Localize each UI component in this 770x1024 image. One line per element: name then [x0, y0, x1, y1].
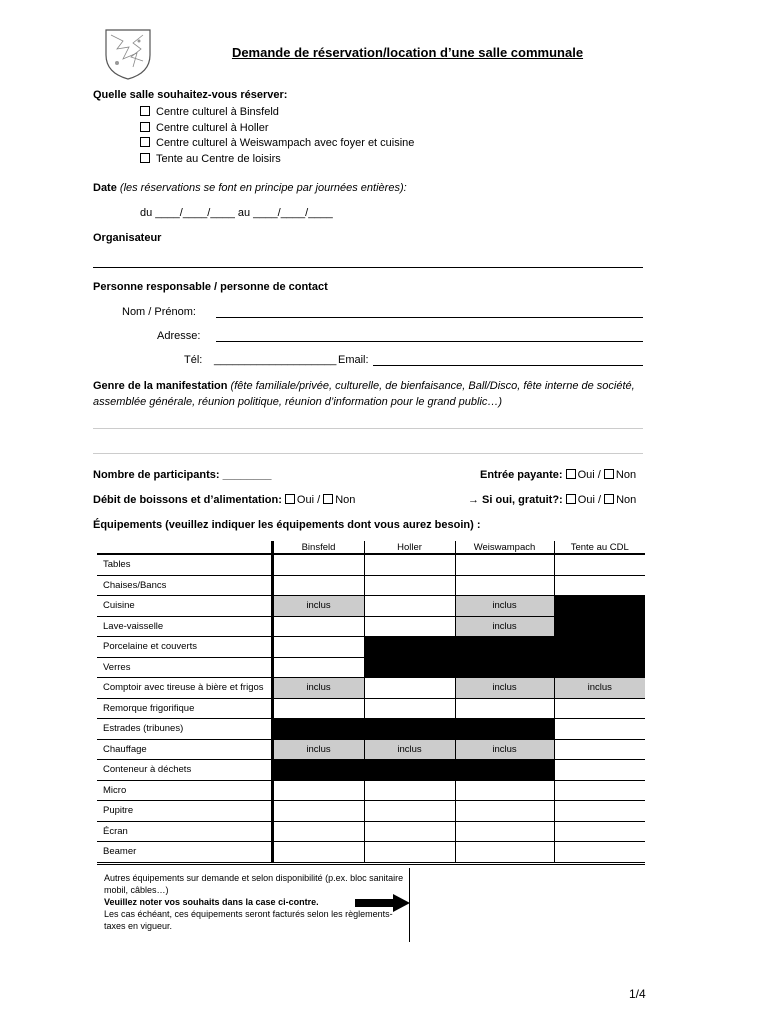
table-row [97, 575, 645, 596]
organizer-field[interactable] [93, 267, 643, 268]
table-row [97, 801, 645, 822]
checkbox-non[interactable] [604, 469, 614, 479]
selectable-cell[interactable] [455, 821, 554, 842]
column-header: Binsfeld [272, 541, 364, 554]
room-question: Quelle salle souhaitez-vous réserver: [93, 89, 288, 101]
row-label: Beamer [97, 842, 272, 864]
table-row [97, 760, 645, 781]
arrow-right-icon [355, 894, 410, 912]
checkbox-oui[interactable] [285, 494, 295, 504]
selectable-cell[interactable] [272, 554, 364, 575]
unavailable-cell [554, 637, 645, 658]
selectable-cell[interactable] [554, 760, 645, 781]
selectable-cell[interactable] [455, 575, 554, 596]
wishes-box[interactable] [410, 868, 645, 942]
selectable-cell[interactable] [364, 842, 455, 864]
table-row [97, 678, 645, 699]
checkbox-non[interactable] [604, 494, 614, 504]
included-cell: inclus [272, 678, 364, 699]
row-label: Comptoir avec tireuse à bière et frigos [97, 678, 272, 699]
included-cell: inclus [455, 616, 554, 637]
table-row [97, 637, 645, 658]
row-label: Chauffage [97, 739, 272, 760]
unavailable-cell [554, 657, 645, 678]
address-field[interactable] [216, 341, 643, 342]
column-header: Holler [364, 541, 455, 554]
event-type-field-2[interactable] [93, 453, 643, 454]
row-label: Tables [97, 554, 272, 575]
selectable-cell[interactable] [554, 842, 645, 864]
checkbox[interactable] [140, 106, 150, 116]
equipment-table [97, 541, 645, 865]
table-row [97, 739, 645, 760]
unavailable-cell [455, 637, 554, 658]
row-label: Verres [97, 657, 272, 678]
included-cell: inclus [364, 739, 455, 760]
other-equipment-note: Autres équipements sur demande et selon disponibilité (p.ex. bloc sanitaire mobil, câbles…) Veuillez noter vos souhaits dans la case ci-contre. Les cas échéant, ces équipements seront facturés selon les règlements-taxes en vigueur. [104, 873, 404, 931]
checkbox[interactable] [140, 122, 150, 132]
selectable-cell[interactable] [455, 698, 554, 719]
checkbox-non[interactable] [323, 494, 333, 504]
selectable-cell[interactable] [364, 616, 455, 637]
unavailable-cell [272, 760, 364, 781]
unavailable-cell [455, 760, 554, 781]
selectable-cell[interactable] [364, 821, 455, 842]
room-option-tente[interactable]: Tente au Centre de loisirs [140, 152, 414, 168]
row-label: Micro [97, 780, 272, 801]
row-label: Porcelaine et couverts [97, 637, 272, 658]
selectable-cell[interactable] [272, 821, 364, 842]
room-options [140, 105, 414, 167]
selectable-cell[interactable] [272, 780, 364, 801]
phone-label: Tél: [184, 354, 203, 366]
contact-label: Personne responsable / personne de contact [93, 281, 328, 293]
row-label: Pupitre [97, 801, 272, 822]
column-header: Tente au CDL [554, 541, 645, 554]
drinks-row: Débit de boissons et d’alimentation: Oui / Non [93, 494, 356, 506]
date-field[interactable]: du ____/____/____ au ____/____/____ [140, 207, 333, 219]
table-row [97, 842, 645, 864]
selectable-cell[interactable] [554, 739, 645, 760]
table-row [97, 698, 645, 719]
checkbox-oui[interactable] [566, 469, 576, 479]
free-row: → Si oui, gratuit?: Oui / Non [468, 494, 637, 506]
selectable-cell[interactable] [272, 657, 364, 678]
selectable-cell[interactable] [554, 780, 645, 801]
selectable-cell[interactable] [554, 575, 645, 596]
checkbox[interactable] [140, 153, 150, 163]
column-header: Weiswampach [455, 541, 554, 554]
unavailable-cell [272, 719, 364, 740]
selectable-cell[interactable] [272, 801, 364, 822]
included-cell: inclus [554, 678, 645, 699]
event-type-field-1[interactable] [93, 428, 643, 429]
selectable-cell[interactable] [364, 596, 455, 617]
email-label: Email: [338, 354, 369, 366]
event-type-label: Genre de la manifestation (fête familiale/privée, culturelle, de bienfaisance, Ball/Disco, fête interne de société, assemblée générale, réunion politique, réunion d’information pour le grand public…) [93, 380, 635, 408]
room-option-holler[interactable]: Centre culturel à Holler [140, 121, 414, 137]
included-cell: inclus [455, 739, 554, 760]
selectable-cell[interactable] [554, 719, 645, 740]
table-row [97, 821, 645, 842]
date-label-row: Date (les réservations se font en principe par journées entières): [93, 182, 407, 194]
row-label: Conteneur à déchets [97, 760, 272, 781]
room-option-weiswampach[interactable]: Centre culturel à Weiswampach avec foyer et cuisine [140, 136, 414, 152]
row-label: Lave-vaisselle [97, 616, 272, 637]
email-field[interactable] [373, 365, 643, 366]
table-row [97, 554, 645, 575]
selectable-cell[interactable] [554, 801, 645, 822]
selectable-cell[interactable] [364, 554, 455, 575]
unavailable-cell [554, 616, 645, 637]
selectable-cell[interactable] [455, 842, 554, 864]
included-cell: inclus [272, 739, 364, 760]
selectable-cell[interactable] [554, 554, 645, 575]
selectable-cell[interactable] [364, 698, 455, 719]
phone-field[interactable]: ____________________ [214, 354, 337, 366]
checkbox[interactable] [140, 137, 150, 147]
selectable-cell[interactable] [272, 616, 364, 637]
page-number: 1/4 [629, 987, 646, 1001]
selectable-cell[interactable] [554, 698, 645, 719]
selectable-cell[interactable] [455, 801, 554, 822]
name-label: Nom / Prénom: [122, 306, 196, 318]
table-row [97, 657, 645, 678]
room-option-binsfeld[interactable]: Centre culturel à Binsfeld [140, 105, 414, 121]
unavailable-cell [364, 637, 455, 658]
paid-entry-row: Entrée payante: Oui / Non [480, 469, 637, 481]
selectable-cell[interactable] [272, 842, 364, 864]
unavailable-cell [364, 719, 455, 740]
table-row [97, 596, 645, 617]
table-row [97, 719, 645, 740]
selectable-cell[interactable] [364, 801, 455, 822]
selectable-cell[interactable] [554, 821, 645, 842]
organizer-label: Organisateur [93, 232, 162, 244]
equipment-label: Équipements (veuillez indiquer les équipements dont vous aurez besoin) : [93, 519, 481, 531]
row-label: Cuisine [97, 596, 272, 617]
selectable-cell[interactable] [455, 780, 554, 801]
selectable-cell[interactable] [272, 637, 364, 658]
selectable-cell[interactable] [364, 678, 455, 699]
included-cell: inclus [455, 678, 554, 699]
checkbox-oui[interactable] [566, 494, 576, 504]
row-label: Écran [97, 821, 272, 842]
row-label: Chaises/Bancs [97, 575, 272, 596]
address-label: Adresse: [157, 330, 201, 342]
unavailable-cell [364, 657, 455, 678]
unavailable-cell [554, 596, 645, 617]
included-cell: inclus [272, 596, 364, 617]
included-cell: inclus [455, 596, 554, 617]
unavailable-cell [455, 657, 554, 678]
selectable-cell[interactable] [272, 575, 364, 596]
table-row [97, 780, 645, 801]
row-label: Estrades (tribunes) [97, 719, 272, 740]
unavailable-cell [364, 760, 455, 781]
selectable-cell[interactable] [272, 698, 364, 719]
table-corner [97, 541, 272, 554]
participants-field[interactable]: Nombre de participants: ________ [93, 469, 272, 481]
name-field[interactable] [216, 317, 643, 318]
selectable-cell[interactable] [455, 554, 554, 575]
unavailable-cell [455, 719, 554, 740]
table-row [97, 616, 645, 637]
page-title: Demande de réservation/location d’une salle communale [231, 45, 584, 60]
row-label: Remorque frigorifique [97, 698, 272, 719]
selectable-cell[interactable] [364, 780, 455, 801]
selectable-cell[interactable] [364, 575, 455, 596]
